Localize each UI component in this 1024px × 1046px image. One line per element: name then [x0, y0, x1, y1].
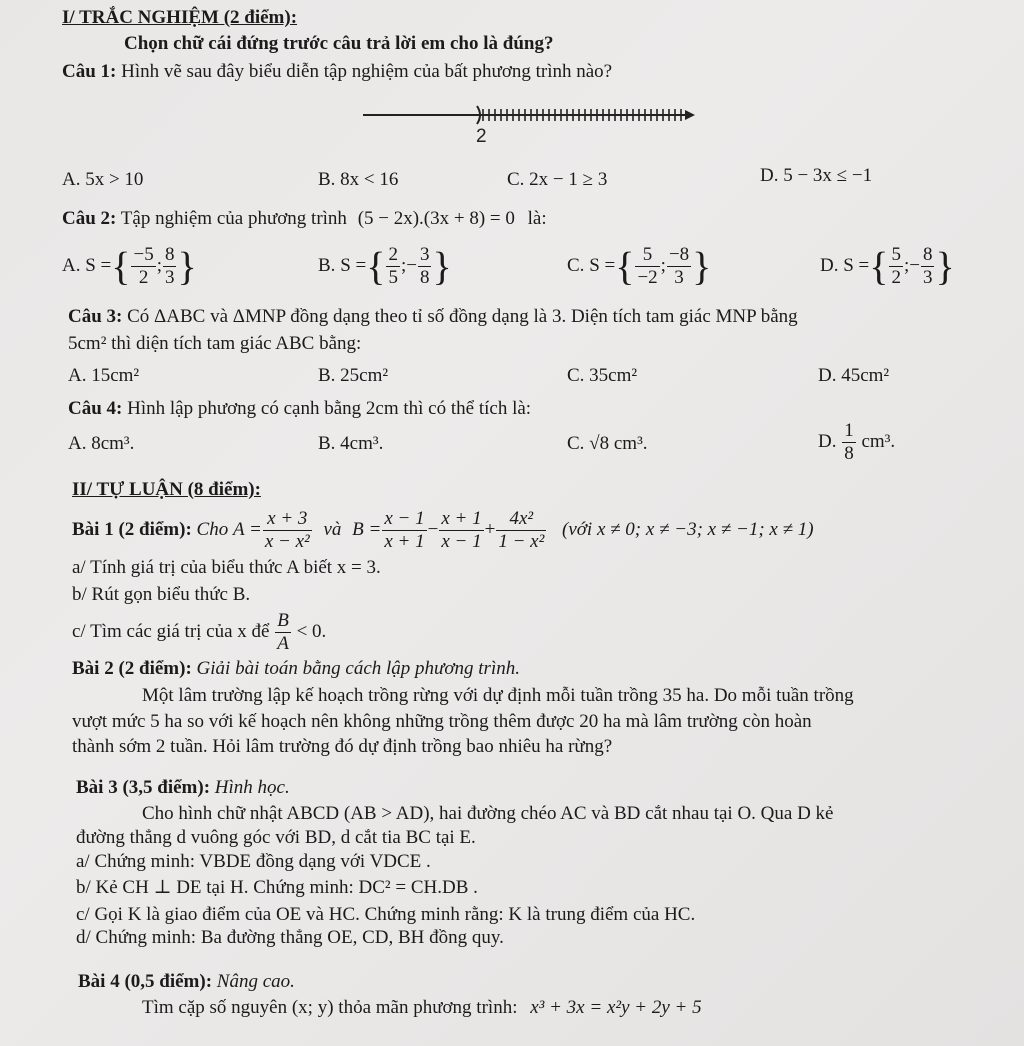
- q2-text: Tập nghiệm của phương trình: [120, 208, 347, 229]
- q2-option-c[interactable]: C. S ={ $\frac{5}{-2}$ ; $\frac{-8}{3}$ }: [567, 243, 712, 289]
- number-line-label: 2: [476, 126, 487, 147]
- bai4-equation: x³ + 3x = x²y + 2y + 5: [530, 997, 702, 1018]
- bai1-B-lhs: B =: [352, 519, 382, 540]
- number-line-arrow: [685, 110, 695, 120]
- q4-line: [68, 397, 531, 421]
- q2-a-frac2: $\frac{8}{3}$: [164, 244, 175, 288]
- bai1-A-frac: $\frac{x + 3}{\text{x − x²}}$: [264, 508, 310, 553]
- q2-a-letter: A.: [62, 254, 81, 276]
- q2-b-frac1: $\frac{2}{5}$: [388, 244, 398, 288]
- q3-option-d[interactable]: D. 45cm²: [818, 365, 890, 386]
- q2-suffix: là:: [527, 208, 547, 229]
- bai2-line2: vượt mức 5 ha so với kế hoạch nên không những trồng thêm được 20 ha mà lâm trường còn hoàn: [72, 711, 812, 732]
- bai1-label: Bài 1 (2 điểm):: [72, 519, 192, 540]
- q2-line: [62, 207, 547, 231]
- bai2-label: Bài 2 (2 điểm):: [72, 658, 192, 679]
- q4-d-frac: $\frac{1}{8}$: [844, 420, 854, 464]
- q3-line1: [68, 305, 798, 329]
- q2-a-frac1: $\frac{-5}{2}$: [133, 244, 154, 288]
- q3-label: Câu 3:: [68, 306, 123, 327]
- bai2-line3: thành sớm 2 tuần. Hỏi lâm trường đó dự định trồng bao nhiêu ha rừng?: [72, 736, 613, 757]
- q4-d-letter: D.: [818, 430, 837, 452]
- bai3-label: Bài 3 (3,5 điểm):: [76, 777, 211, 798]
- bai2-line1: Một lâm trường lập kế hoạch trồng rừng với dự định mỗi tuần trồng 35 ha. Do mỗi tuần trồng: [142, 685, 854, 706]
- number-line: [355, 100, 700, 150]
- q2-b-frac2: $\frac{3}{8}$: [419, 244, 430, 288]
- q2-c-lhs: S =: [589, 254, 616, 276]
- bai1-va: và: [323, 519, 342, 540]
- q4-option-d[interactable]: [818, 420, 895, 465]
- bai3-header: [76, 776, 290, 800]
- q4-option-c[interactable]: C. √8 cm³.: [567, 433, 648, 454]
- bai1-c-post: < 0.: [296, 621, 327, 642]
- bai4-line1: [142, 996, 702, 1020]
- q1-line: [62, 60, 612, 84]
- bai1-b: b/ Rút gọn biểu thức B.: [72, 584, 251, 605]
- part1-instruction: Chọn chữ cái đứng trước câu trả lời em cho là đúng?: [124, 33, 554, 54]
- q2-option-d[interactable]: D. S ={ $\frac{5}{2}$ ;− $\frac{8}{3}$ }: [820, 243, 955, 289]
- bai4-label: Bài 4 (0,5 điểm):: [78, 971, 213, 992]
- bai3-d: d/ Chứng minh: Ba đường thẳng OE, CD, BH đồng quy.: [76, 927, 504, 948]
- bai3-line1: Cho hình chữ nhật ABCD (AB > AD), hai đường chéo AC và BD cắt nhau tại O. Qua D kẻ: [142, 803, 834, 824]
- bai3-line2: đường thẳng d vuông góc với BD, d cắt tia BC tại E.: [76, 827, 476, 848]
- bai1-A-lhs: A =: [232, 519, 262, 540]
- q2-b-lhs: S =: [340, 254, 367, 276]
- q2-a-lhs: S =: [85, 254, 112, 276]
- q3-option-b[interactable]: B. 25cm²: [318, 365, 389, 386]
- q2-option-a[interactable]: A. S ={ $\frac{-5}{2}$ ; $\frac{8}{3}$ }: [62, 243, 197, 289]
- q4-text: Hình lập phương có cạnh bằng 2cm thì có thể tích là:: [127, 398, 532, 419]
- q1-option-d[interactable]: D. 5 − 3x ≤ −1: [760, 165, 873, 186]
- q2-d-letter: D.: [820, 254, 839, 276]
- q2-b-letter: B.: [318, 254, 336, 276]
- bai1-B-frac2: $\frac{x + 1}{x - 1}$: [441, 508, 482, 553]
- q4-d-unit: cm³.: [861, 430, 896, 452]
- q2-d-lhs: S =: [843, 254, 870, 276]
- bai1-cho: Cho: [196, 519, 229, 540]
- q2-c-letter: C.: [567, 254, 585, 276]
- q3-option-c[interactable]: C. 35cm²: [567, 365, 638, 386]
- q2-label: Câu 2:: [62, 208, 117, 229]
- bai2-header: [72, 657, 520, 681]
- q1-text: Hình vẽ sau đây biểu diễn tập nghiệm của bất phương trình nào?: [121, 61, 613, 82]
- bai1-c: [72, 610, 326, 655]
- q4-option-b[interactable]: B. 4cm³.: [318, 433, 384, 454]
- q1-option-a[interactable]: A. 5x > 10: [62, 169, 144, 190]
- bai1-B-frac3: $\frac{\text{4x²}}{\text{1 − x²}}$: [498, 508, 545, 553]
- q1-label: Câu 1:: [62, 61, 117, 82]
- part1-title: I/ TRẮC NGHIỆM (2 điểm):: [62, 7, 298, 28]
- bai4-header: [78, 970, 295, 994]
- q2-c-frac2: $\frac{-8}{3}$: [668, 244, 690, 288]
- q2-d-frac1: $\frac{5}{2}$: [891, 244, 901, 288]
- q2-d-frac2: $\frac{8}{3}$: [922, 244, 933, 288]
- q3-text2: 5cm² thì diện tích tam giác ABC bằng:: [68, 333, 362, 354]
- bai1-B-frac1: $\frac{x - 1}{x + 1}$: [384, 508, 425, 553]
- part2-title: II/ TỰ LUẬN (8 điểm):: [72, 479, 261, 500]
- bai1-condition: (với x ≠ 0; x ≠ −3; x ≠ −1; x ≠ 1): [562, 519, 814, 540]
- q1-option-c[interactable]: C. 2x − 1 ≥ 3: [507, 169, 608, 190]
- bai1-c-frac: $\frac{B}{A}$: [277, 610, 289, 655]
- bai4-sub: Nâng cao.: [216, 971, 295, 992]
- q3-text1: Có ΔABC và ΔMNP đồng dạng theo tỉ số đồng dạng là 3. Diện tích tam giác MNP bằng: [127, 306, 798, 327]
- bai1-c-pre: c/ Tìm các giá trị của x để: [72, 621, 270, 642]
- bai3-a: a/ Chứng minh: VBDE đồng dạng với VDCE .: [76, 851, 431, 872]
- bai4-text: Tìm cặp số nguyên (x; y) thỏa mãn phương trình:: [142, 997, 518, 1018]
- q4-label: Câu 4:: [68, 398, 123, 419]
- bai1-a: a/ Tính giá trị của biểu thức A biết x = 3.: [72, 557, 381, 578]
- q4-option-a[interactable]: A. 8cm³.: [68, 433, 135, 454]
- bai3-c: c/ Gọi K là giao điểm của OE và HC. Chứng minh rằng: K là trung điểm của HC.: [76, 904, 696, 925]
- bai3-b: b/ Kẻ CH ⊥ DE tại H. Chứng minh: DC² = CH.DB .: [76, 877, 478, 898]
- q2-c-frac1: $\frac{5}{-2}$: [637, 244, 658, 288]
- bai3-sub: Hình học.: [214, 777, 290, 798]
- q2-option-b[interactable]: B. S ={ $\frac{2}{5}$ ;− $\frac{3}{8}$ }: [318, 243, 452, 289]
- q2-equation: (5 − 2x).(3x + 8) = 0: [357, 208, 515, 229]
- q3-option-a[interactable]: A. 15cm²: [68, 365, 140, 386]
- bai1-line: Bài 1 (2 điểm): Cho A = $\frac{x + 3}{\text{x − x²}}$ và B = $\frac{x - 1}{x + 1}$ − $\frac{x + 1}{x - 1}$ + $\frac{\text{4x²}}{\text{1 − x²}}$ (với x ≠ 0; x ≠ −3; x ≠ −1; x ≠ 1): [72, 508, 814, 553]
- q1-option-b[interactable]: B. 8x < 16: [318, 169, 399, 190]
- bai2-sub: Giải bài toán bằng cách lập phương trình.: [196, 658, 520, 679]
